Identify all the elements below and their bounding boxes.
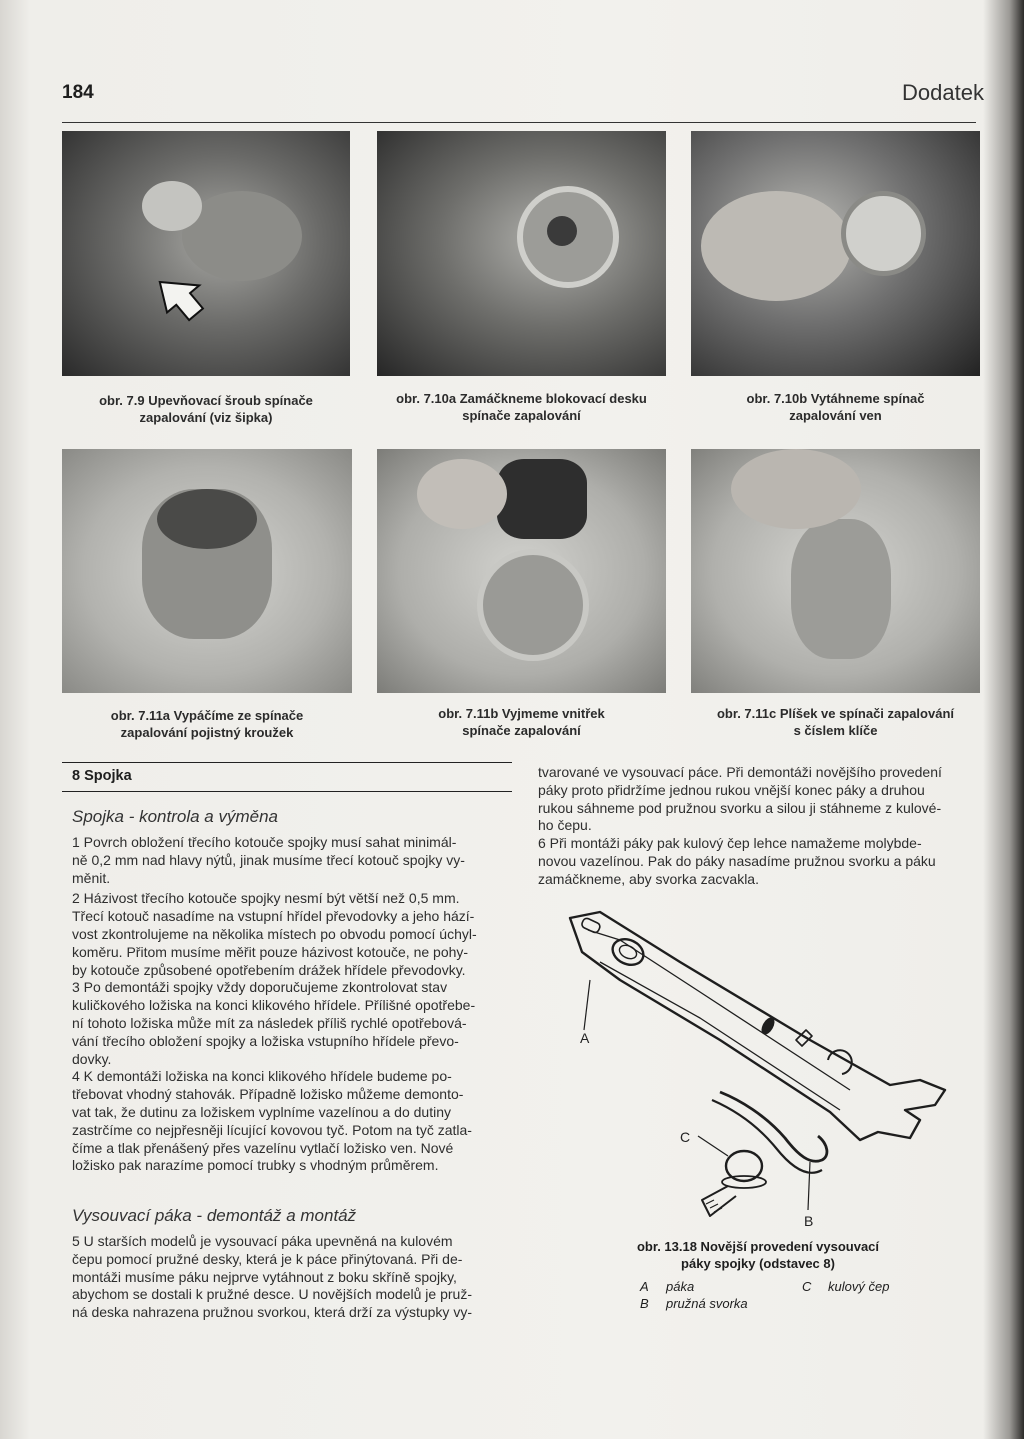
caption-7-11a <box>62 707 352 741</box>
paragraph-2 <box>72 890 512 979</box>
legend-key: B <box>640 1296 649 1311</box>
caption-line: obr. 13.18 Novější provedení vysouvací <box>636 1239 880 1254</box>
legend-item-b <box>640 1296 748 1311</box>
label-c: C <box>680 1129 691 1145</box>
text-line: zastrčíme co nejpřesněji lícující kovovou tyč. Potom na tyč zatla- <box>72 1121 472 1138</box>
caption-7-9 <box>62 392 350 426</box>
text-line: 4 K demontáži ložiska na konci klikového hřídele budeme po- <box>72 1068 452 1085</box>
text-line: kuličkového ložiska na konci klikového hřídele. Přílišné opotřebe- <box>72 997 476 1014</box>
text-line: ní tohoto ložiska může mít za následek příliš rychlé opotřebová- <box>72 1014 467 1031</box>
text-line: vání třecího obložení spojky a ložiska vstupního hřídele převo- <box>72 1032 459 1049</box>
text-line: měnit. <box>72 869 111 886</box>
caption-7-11b <box>377 705 666 739</box>
paragraph-6 <box>538 835 978 888</box>
paragraph-5 <box>72 1233 512 1322</box>
text-line: Třecí kotouč nasadíme na vstupní hřídel převodovky a jeho hází- <box>72 908 475 925</box>
text-line: 6 Při montáži páky pak kulový čep lehce namažeme molybde- <box>538 835 922 852</box>
caption-7-10b <box>691 390 980 424</box>
caption-line: zapalování ven <box>789 408 882 423</box>
legend-key: A <box>640 1279 649 1294</box>
photo-7-11a <box>62 449 352 693</box>
text-line: třebovat vhodný stahovák. Případně ložisko můžeme demonto- <box>72 1086 464 1103</box>
caption-line: páky spojky (odstavec 8) <box>681 1256 835 1271</box>
caption-line: obr. 7.10b Vytáhneme spínač <box>746 391 925 406</box>
left-column-bottom <box>72 1233 512 1322</box>
text-line: dovky. <box>72 1050 112 1067</box>
section-rule-top <box>62 762 512 763</box>
page-number: 184 <box>62 82 94 103</box>
caption-7-11c <box>691 705 980 739</box>
text-line: montáži musíme páku nejprve vytáhnout z boku skříně spojky, <box>72 1268 457 1285</box>
text-line: 2 Házivost třecího kotouče spojky nesmí být větší než 0,5 mm. <box>72 890 460 907</box>
caption-line: s číslem klíče <box>793 723 878 738</box>
label-a: A <box>580 1030 590 1046</box>
section-rule-bottom <box>62 791 512 792</box>
header-rule <box>62 122 976 123</box>
text-line: vost zkontrolujeme na několika místech po obvodu pomocí úchyl- <box>72 925 477 942</box>
figure-caption <box>608 1238 908 1272</box>
text-line: zamáčkneme, aby svorka zacvakla. <box>538 870 759 887</box>
text-line: 5 U starších modelů je vysouvací páka upevněná na kulovém <box>72 1233 453 1249</box>
caption-line: obr. 7.10a Zamáčkneme blokovací desku <box>396 391 647 406</box>
caption-line: zapalování (viz šipka) <box>139 410 273 425</box>
caption-line: obr. 7.11b Vyjmeme vnitřek <box>438 706 605 721</box>
subsection-title: Vysouvací páka - demontáž a montáž <box>72 1206 357 1225</box>
text-line: ložisko pak narazíme pomocí trubky s vhodným průměrem. <box>72 1157 439 1174</box>
release-lever-drawing <box>560 900 960 1230</box>
caption-line: zapalování pojistný kroužek <box>120 725 294 740</box>
caption-7-10a <box>377 390 666 424</box>
text-line: páky proto přidržíme jednou rukou vnější konec páky a druhou <box>538 781 925 798</box>
caption-line: obr. 7.11c Plíšek ve spínači zapalování <box>716 706 954 721</box>
photo-7-10b <box>691 131 980 376</box>
paragraph-4 <box>72 1068 512 1175</box>
text-line: abychom se dostali k pružné desce. U novějších modelů je pruž- <box>72 1286 472 1303</box>
text-line: čepu pomocí pružné desky, která je k páce přinýtovaná. Při de- <box>72 1250 463 1267</box>
text-line: 3 Po demontáži spojky vždy doporučujeme zkontrolovat stav <box>72 979 448 996</box>
legend-item-c <box>802 1279 889 1294</box>
legend-text: kulový čep <box>828 1279 890 1294</box>
caption-line: obr. 7.11a Vypáčíme ze spínače <box>110 708 304 723</box>
subsection-title: Spojka - kontrola a výměna <box>72 807 278 826</box>
arrow-icon <box>62 131 350 376</box>
legend-key: C <box>802 1279 812 1294</box>
text-line: tvarované ve vysouvací páce. Při demontáži novějšího provedení <box>538 764 942 780</box>
paragraph-1 <box>72 834 512 887</box>
text-line: rukou sáhneme pod pružnou svorku a silou ji stáhneme z kulové- <box>538 799 942 816</box>
caption-line: obr. 7.9 Upevňovací šroub spínače <box>99 393 313 408</box>
text-line: novou vazelínou. Pak do páky nasadíme pružnou svorku a páku <box>538 852 936 869</box>
photo-7-11b <box>377 449 666 693</box>
label-b: B <box>804 1213 814 1229</box>
paragraph-5-continued <box>538 764 978 835</box>
caption-line: spínače zapalování <box>462 408 581 423</box>
right-column <box>538 764 978 889</box>
photo-7-9 <box>62 131 350 376</box>
left-column-top <box>72 834 512 1175</box>
legend-item-a <box>640 1279 694 1294</box>
caption-line: spínače zapalování <box>462 723 581 738</box>
text-line: vat tak, že dutinu za ložiskem vyplníme vazelínou a do dutiny <box>72 1103 451 1120</box>
text-line: číme a tlak přenášený přes vazelínu vytlačí ložisko ven. Nové <box>72 1139 454 1156</box>
photo-7-11c <box>691 449 980 693</box>
photo-7-10a <box>377 131 666 376</box>
text-line: ho čepu. <box>538 817 592 834</box>
text-line: by kotouče způsobené opotřebením drážek hřídele převodovky. <box>72 961 466 978</box>
legend-text: páka <box>666 1279 695 1294</box>
text-line: ně 0,2 mm nad hlavy nýtů, jinak musíme třecí kotouč spojky vy- <box>72 851 465 868</box>
text-line: ná deska nahrazena pružnou svorkou, která drží za výstupky vy- <box>72 1304 472 1321</box>
paragraph-3 <box>72 979 512 1068</box>
text-line: koměru. Přitom musíme měřit pouze házivost kotouče, ne pohy- <box>72 943 469 960</box>
section-heading: 8 Spojka <box>72 768 132 784</box>
text-line: 1 Povrch obložení třecího kotouče spojky musí sahat minimál- <box>72 834 457 850</box>
legend-text: pružná svorka <box>666 1296 748 1311</box>
running-header-title: Dodatek <box>902 80 984 105</box>
